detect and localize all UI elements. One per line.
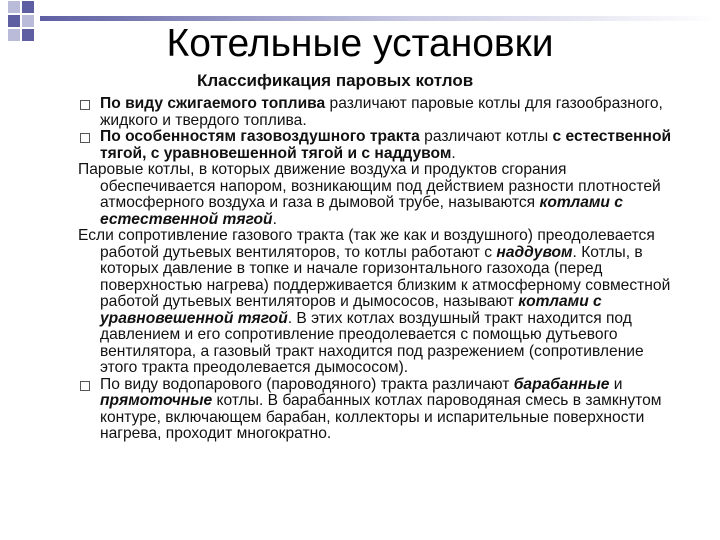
- bullet-water-steam-path: По виду водопарового (пароводяного) тракта различают барабанные и прямоточные котлы. В барабанных котлах пароводяная смесь в замкнутом контуре, включающем барабан, коллекторы и испарительные поверхности нагрева, проходит многократно.: [78, 377, 678, 443]
- square-bullet-icon: [80, 100, 90, 110]
- bullet-gas-air-path: По особенностям газовоздушного тракта различают котлы с естественной тягой, с уравновешенной тягой и с наддувом.: [78, 129, 678, 162]
- square-bullet-icon: [80, 133, 90, 143]
- paragraph-forced-draft: Если сопротивление газового тракта (так же как и воздушного) преодолевается работой дутьевых вентиляторов, то котлы работают с наддувом. Котлы, в которых давление в топке и начале горизонтального газохода (перед поверхностью нагрева) поддерживается близким к атмосферному совместной работой дутьевых вентиляторов и дымососов, называют котлами с уравновешенной тягой. В этих котлах воздушный тракт находится под давлением и его сопротивление преодолевается с помощью дутьевого вентилятора, а газовый тракт находится под разрежением (сопротивление этого тракта преодолевается дымососом).: [78, 227, 671, 376]
- deco-square: [22, 1, 34, 13]
- slide-body: [78, 96, 678, 443]
- square-bullet-icon: [80, 381, 90, 391]
- paragraph-natural-draft: Паровые котлы, в которых движение воздуха и продуктов сгорания обеспечивается напором, возникающим под действием разности плотностей атмосферного воздуха и газа в дымовой трубе, называются котлами с естественной тягой.: [78, 161, 661, 228]
- slide-title: Котельные установки: [166, 22, 554, 65]
- slide-subtitle: Классификация паровых котлов: [197, 71, 474, 90]
- deco-square: [8, 1, 20, 13]
- bullet-fuel-type: По виду сжигаемого топлива различают паровые котлы для газообразного, жидкого и твердого топлива.: [78, 96, 678, 129]
